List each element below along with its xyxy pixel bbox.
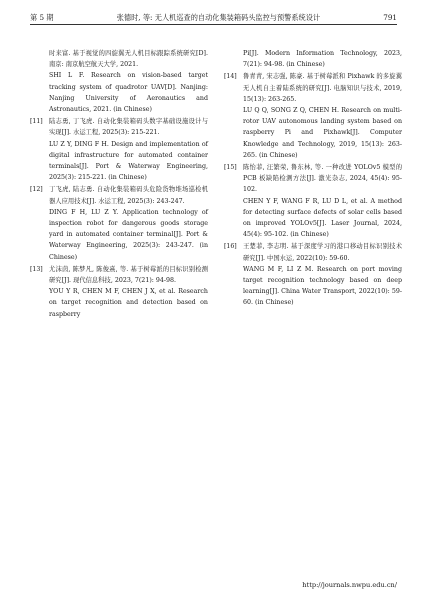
reference-text-english: LU Q Q, SONG Z Q, CHEN H. Research on multi-rotor UAV autonomous landing system based on raspberry Pi and Pixhawk[J]. Computer Knowledge and Technology, 2019, 15(13): 263-265. (in Chinese)	[243, 107, 402, 159]
reference-body	[243, 48, 402, 70]
references-left-column	[30, 48, 208, 321]
reference-entry	[30, 116, 208, 183]
reference-number	[30, 48, 49, 115]
reference-text-english: YOU Y R, CHEN M F, CHEN J X, et al. Research on target recognition and detection based on raspberry	[49, 288, 208, 318]
reference-body	[243, 162, 402, 240]
reference-body	[49, 184, 208, 262]
reference-text-chinese: 陆志勇, 丁飞虎. 自动化集装箱码头数字基础设施设计与实现[J]. 水运工程, 2025(3): 215-221.	[49, 118, 208, 137]
reference-body	[49, 264, 208, 320]
reference-number: [14]	[224, 73, 237, 81]
reference-number: [11]	[30, 118, 43, 126]
reference-number: [12]	[30, 186, 43, 194]
reference-number	[224, 48, 243, 70]
reference-number: [13]	[30, 265, 43, 273]
issue-label: 第 5 期	[30, 13, 54, 22]
reference-entry	[30, 184, 208, 262]
references-right-column	[224, 48, 402, 321]
reference-body	[49, 48, 208, 115]
reference-body	[49, 116, 208, 183]
reference-entry	[30, 48, 208, 115]
reference-body	[243, 241, 402, 308]
reference-entry	[224, 48, 402, 70]
reference-text: Pi[J]. Modern Information Technology, 2023, 7(21): 94-98. (in Chinese)	[243, 50, 402, 69]
reference-text-english: LU Z Y, DING F H. Design and implementation of digital infrastructure for automated container terminals[J]. Port & Waterway Engineering, 2025(3): 215-221. (in Chinese)	[49, 140, 208, 182]
reference-text-chinese: 尤沫茵, 陈梦凡, 陈俊熹, 等. 基于树莓派的目标识别检测研究[J]. 现代信息科技, 2023, 7(21): 94-98.	[49, 265, 208, 285]
references-section	[30, 48, 402, 321]
reference-text-english: CHEN Y F, WANG F R, LU D L, et al. A method for detecting surface defects of solar cells based on improved YOLOv5[J]. Laser Journal, 2024, 45(4): 95-102. (in Chinese)	[243, 197, 402, 239]
reference-number: [15]	[224, 164, 237, 172]
reference-text-chinese: 丁飞虎, 陆志勇. 自动化集装箱码头危险货物堆场巡检机器人应用技术[J]. 水运工程, 2025(3): 243-247.	[49, 186, 208, 205]
reference-entry	[224, 162, 402, 240]
reference-entry	[224, 71, 402, 161]
reference-entry	[224, 241, 402, 308]
running-header	[30, 8, 397, 25]
page-number: 791	[383, 13, 397, 22]
reference-text: SHI L F. Research on vision-based target tracking system of quadrotor UAV[D]. Nanjing: Nanjing University of Aeronautics and Astronautics, 2021. (in Chinese)	[49, 72, 208, 114]
running-title: 张德时, 等: 无人机巡查的自动化集装箱码头监控与预警系统设计	[116, 13, 321, 22]
reference-entry	[30, 264, 208, 320]
journal-url[interactable]: http://journals.nwpu.edu.cn/	[302, 581, 397, 589]
reference-text-english: WANG M F, LI Z M. Research on port moving target recognition technology based on deep learning[J]. China Water Transport, 2022(10): 59-60. (in Chinese)	[243, 265, 402, 307]
reference-number: [16]	[224, 243, 237, 251]
reference-body	[243, 71, 402, 161]
reference-text-chinese: 王楚菲, 李志明. 基于深度学习的港口移动目标识别技术研究[J]. 中国水运, 2022(10): 59-60.	[243, 243, 402, 262]
reference-text-english: DING F H, LU Z Y. Application technology of inspection robot for dangerous goods storage yard in automated container terminal[J]. Port & Waterway Engineering, 2025(3): 243-247. (in Chinese)	[49, 208, 208, 261]
reference-text-chinese: 陈怡菲, 汪繁荣, 鲁东林, 等. 一种改进 YOLOv5 模型的 PCB 板缺陷检测方法[J]. 激光杂志, 2024, 45(4): 95-102.	[243, 164, 402, 194]
reference-text-chinese: 鲁青青, 宋志强, 陈豪. 基于树莓派和 Pixhawk 的多旋翼无人机自主着陆系统的研究[J]. 电脑知识与技术, 2019, 15(13): 263-265.	[243, 73, 402, 103]
reference-text: 时来富. 基于视觉的四旋翼无人机目标跟踪系统研究[D]. 南京: 南京航空航天大学, 2021.	[49, 50, 208, 69]
